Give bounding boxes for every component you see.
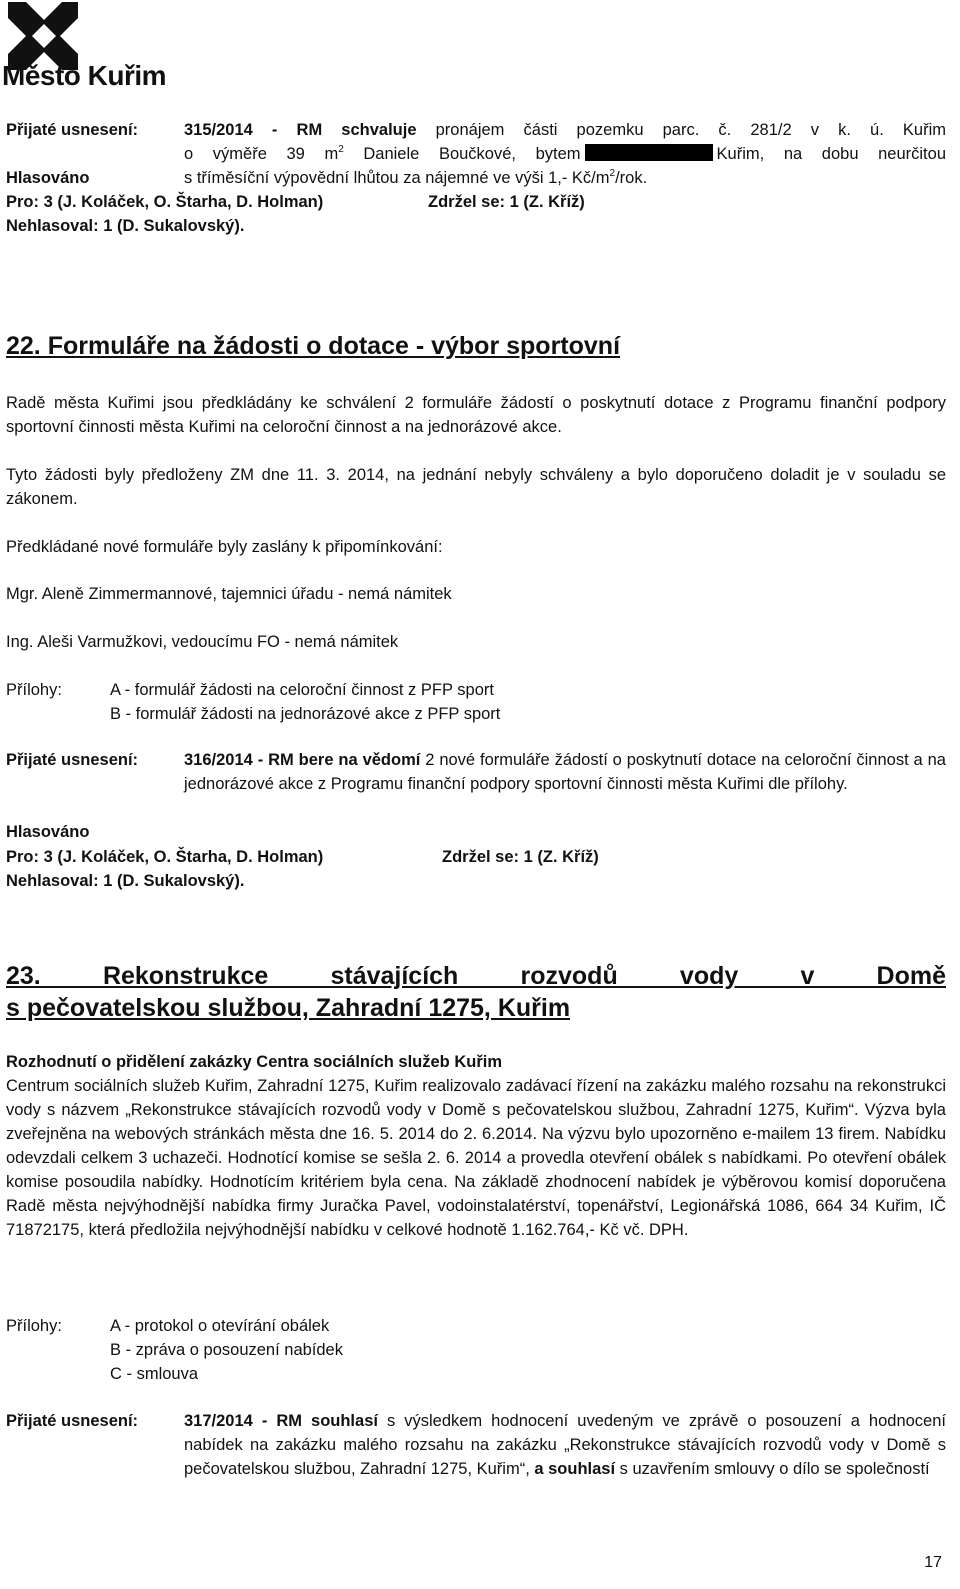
section-22-paragraph: Radě města Kuřimi jsou předkládány ke schválení 2 formuláře žádostí o poskytnutí dotace z Programu finanční podpory sportovní činnosti města Kuřimi na celoroční činnost a na jednorázové akce.: [6, 394, 946, 436]
section-22-paragraph: Předkládané nové formuláře byly zaslány k připomínkování:: [6, 538, 443, 556]
section-23-title-line: s pečovatelskou službou, Zahradní 1275, Kuřim: [6, 994, 571, 1022]
attachment-item: A - protokol o otevírání obálek: [110, 1317, 330, 1335]
resolution-label: Přijaté usnesení:: [6, 121, 139, 139]
vote-abstain: Zdržel se: 1 (Z. Kříž): [428, 193, 585, 211]
vote-heading: Hlasováno: [6, 169, 90, 187]
resolution-text: 316/2014 - RM bere na vědomí 2 nové formuláře žádostí o poskytnutí dotace na celoroční činnost a na jednorázové akce z Programu finanční podpory sportovní činnosti města Kuřimi dle přílohy.: [184, 751, 946, 793]
section-23-title: [6, 960, 946, 1024]
city-logo-text: Město Kuřim: [2, 60, 167, 91]
vote-novote: Nehlasoval: 1 (D. Sukalovský).: [6, 872, 245, 890]
page-number: 17: [924, 1554, 942, 1571]
vote-novote: Nehlasoval: 1 (D. Sukalovský).: [6, 217, 245, 235]
section-22-paragraph: Ing. Aleši Varmužkovi, vedoucímu FO - nemá námitek: [6, 633, 399, 651]
section-22-title: 22. Formuláře na žádosti o dotace - výbor sportovní: [6, 332, 621, 360]
vote-pro: Pro: 3 (J. Koláček, O. Štarha, D. Holman): [6, 193, 324, 211]
section-23-subheading: Rozhodnutí o přidělení zakázky Centra sociálních služeb Kuřim: [6, 1053, 503, 1071]
resolution-text: 315/2014 - RM schvaluje pronájem části pozemku parc. č. 281/2 v k. ú. Kuřim o výměře 39 $m^2$ Daniele Boučkové, bytem Kuřim, na dobu neurčitou s tříměsíční výpovědní lhůtou za nájemné ve výši 1,- $Kč/m^2$/rok.: [184, 121, 947, 187]
section-22-paragraph: Mgr. Aleně Zimmermannové, tajemnici úřadu - nemá námitek: [6, 585, 452, 603]
section-23-body: Centrum sociálních služeb Kuřim, Zahradní 1275, Kuřim realizovalo zadávací řízení na zakázku malého rozsahu na rekonstrukci vody s názvem „Rekonstrukce stávajících rozvodů vody v Domě s pečovatelskou službou, Zahradní 1275, Kuřim“. Výzva byla zveřejněna na webových stránkách města dne 16. 5. 2014 do 2. 6.2014. Na výzvu bylo upozorněno e-mailem 13 firem. Nabídku odevzdali celkem 3 uchazeči. Hodnotící komise se sešla 2. 6. 2014 a provedla otevření obálek s nabídkami. Po otevření obálek komise posoudila nabídky. Hodnotícím kritériem byla cena. Na základě zhodnocení nabídek je výběrovou komisí doporučena Radě města nejvýhodnější nabídka firmy Juračka Pavel, vodoinstalatérství, topenářství, Legionářská 1086, 664 34 Kuřim, IČ 71872175, která předložila nejvýhodnější nabídku v celkové hodnotě 1.162.764,- Kč vč. DPH.: [6, 1077, 946, 1239]
resolution-number: 317/2014 - RM souhlasí: [184, 1412, 378, 1430]
section-23-title-line: 23. Rekonstrukce stávajících rozvodů vody v Domě: [6, 962, 946, 990]
section-22-paragraph: Tyto žádosti byly předloženy ZM dne 11. 3. 2014, na jednání nebyly schváleny a bylo doporučeno doladit je v souladu se zákonem.: [6, 466, 946, 508]
attachments-label: Přílohy:: [6, 1317, 62, 1335]
attachment-item: B - formulář žádosti na jednorázové akce z PFP sport: [110, 705, 501, 723]
vote-abstain: Zdržel se: 1 (Z. Kříž): [442, 848, 599, 866]
redacted-address: [585, 144, 713, 161]
attachment-item: B - zpráva o posouzení nabídek: [110, 1341, 343, 1359]
resolution-label: Přijaté usnesení:: [6, 1412, 139, 1430]
attachment-item: C - smlouva: [110, 1365, 199, 1383]
attachments-label: Přílohy:: [6, 681, 62, 699]
resolution-text: 317/2014 - RM souhlasí s výsledkem hodnocení uvedeným ve zprávě o posouzení a hodnocení nabídek na zakázku malého rozsahu na zakázku „Rekonstrukce stávajících rozvodů vody v Domě s pečovatelskou službou, Zahradní 1275, Kuřim“, a souhlasí s uzavřením smlouvy o dílo se společností: [184, 1412, 946, 1478]
resolution-label: Přijaté usnesení:: [6, 751, 139, 769]
vote-heading: Hlasováno: [6, 823, 90, 841]
resolution-number: 315/2014 - RM schvaluje: [184, 121, 417, 139]
vote-pro: Pro: 3 (J. Koláček, O. Štarha, D. Holman): [6, 848, 324, 866]
attachment-item: A - formulář žádosti na celoroční činnost z PFP sport: [110, 681, 494, 699]
resolution-number: 316/2014 - RM bere na vědomí: [184, 751, 421, 769]
